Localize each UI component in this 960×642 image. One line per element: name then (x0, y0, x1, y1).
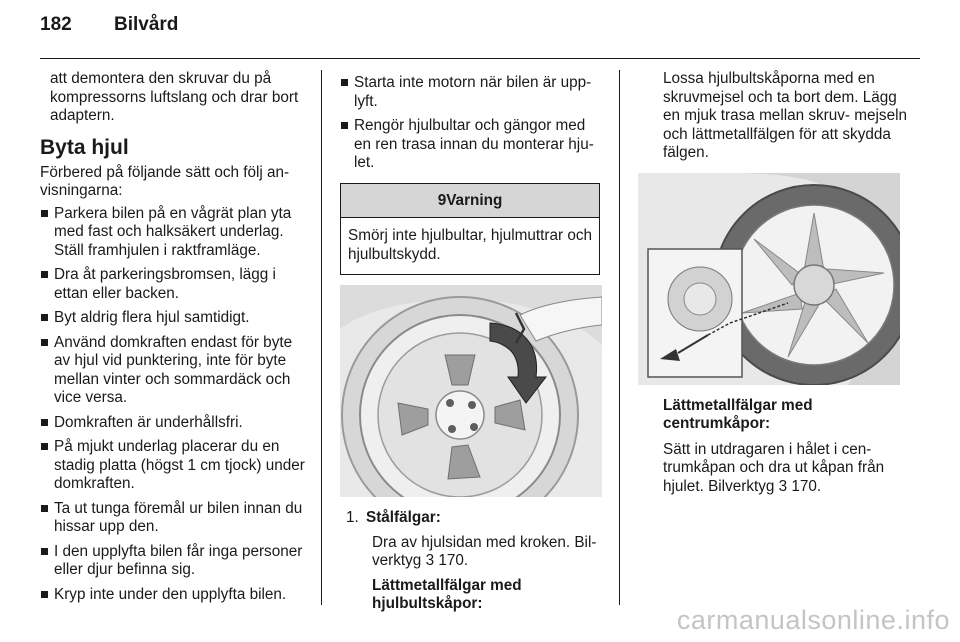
instruction-list (340, 74, 602, 173)
bullet-icon (41, 591, 48, 598)
bullet-icon (41, 210, 48, 217)
instruction-list (40, 205, 306, 605)
bullet-icon (41, 548, 48, 555)
list-item: Använd domkraften endast för byte av hjul vid punktering, inte för byte mellan vinter och sommardäck och vice versa. (40, 334, 306, 408)
column-3 (663, 70, 913, 496)
watermark: carmanualsonline.info (676, 605, 950, 635)
list-item: På mjukt underlag placerar du en stadig platta (högst 1 cm tjock) under domkraften. (40, 438, 306, 494)
body-text: Sätt in utdragaren i hålet i cen- trumkåpan och dra ut kåpan från hjulet. Bilverktyg 3 170. (663, 440, 885, 495)
bullet-icon (41, 443, 48, 450)
list-item: Domkraften är underhållsfri. (40, 414, 306, 433)
section-heading: Byta hjul (40, 135, 129, 159)
reference-arrow-icon: 3 (425, 552, 435, 569)
column-2 (340, 70, 602, 614)
warning-header (341, 184, 599, 219)
page-header (40, 14, 178, 36)
column-1 (40, 70, 306, 604)
list-item: Dra åt parkeringsbromsen, lägg i ettan eller backen. (40, 266, 306, 303)
image-caption: Lättmetallfälgar med centrumkåpor: (663, 396, 813, 432)
page-number: 182 (40, 14, 72, 35)
lead-text: Förbered på följande sätt och följ an- visningarna: (40, 163, 290, 199)
list-item (346, 509, 602, 528)
list-item: Byt aldrig flera hjul samtidigt. (40, 309, 306, 328)
column-divider (321, 70, 322, 605)
reference-arrow-icon: 3 (778, 477, 788, 495)
bullet-icon (341, 79, 348, 86)
column-divider (619, 70, 620, 605)
list-number: 1. (346, 509, 359, 526)
list-item: I den upplyfta bilen får inga personer eller djur befinna sig. (40, 543, 306, 580)
warning-triangle-icon: 9 (437, 191, 447, 209)
sub-heading: Lättmetallfälgar med hjulbultskåpor: (372, 576, 522, 612)
bullet-icon (41, 419, 48, 426)
warning-box (340, 183, 600, 276)
bullet-icon (341, 122, 348, 129)
bullet-icon (41, 314, 48, 321)
bullet-icon (41, 505, 48, 512)
page-reference: 170. (791, 477, 822, 495)
list-text: Dra av hjulsidan med kroken. Bil- verktyg 3 170. (372, 533, 597, 569)
bullet-icon (41, 339, 48, 346)
body-text: Lossa hjulbultskåporna med en skruvmejsel och ta bort dem. Lägg en mjuk trasa mellan skruv- mejseln och lättmetallfälgen för att skydda fälgen. (663, 70, 907, 161)
intro-text: att demontera den skruvar du på kompressorns luftslang och drar bort adaptern. (50, 70, 299, 124)
numbered-list (340, 509, 602, 614)
warning-text: Smörj inte hjulbultar, hjulmuttrar och hjulbultskydd. (348, 227, 593, 263)
list-title: Stålfälgar: (366, 509, 441, 526)
list-item: Ta ut tunga föremål ur bilen innan du hissar upp den. (40, 500, 306, 537)
list-item: Rengör hjulbultar och gängor med en ren trasa innan du monterar hju- let. (340, 117, 602, 173)
list-item: Starta inte motorn när bilen är upp- lyft. (340, 74, 602, 111)
list-item: Kryp inte under den upplyfta bilen. (40, 586, 306, 605)
list-item: Parkera bilen på en vågrät plan yta med fast och halksäkert underlag. Ställ framhjulen i raktframläge. (40, 205, 306, 261)
page-reference: 170. (438, 552, 469, 569)
steel-wheel-illustration (340, 285, 602, 497)
section-title: Bilvård (114, 14, 179, 35)
alloy-wheel-illustration (638, 173, 900, 385)
bullet-icon (41, 271, 48, 278)
header-rule (40, 58, 920, 59)
warning-title: Varning (446, 191, 503, 209)
